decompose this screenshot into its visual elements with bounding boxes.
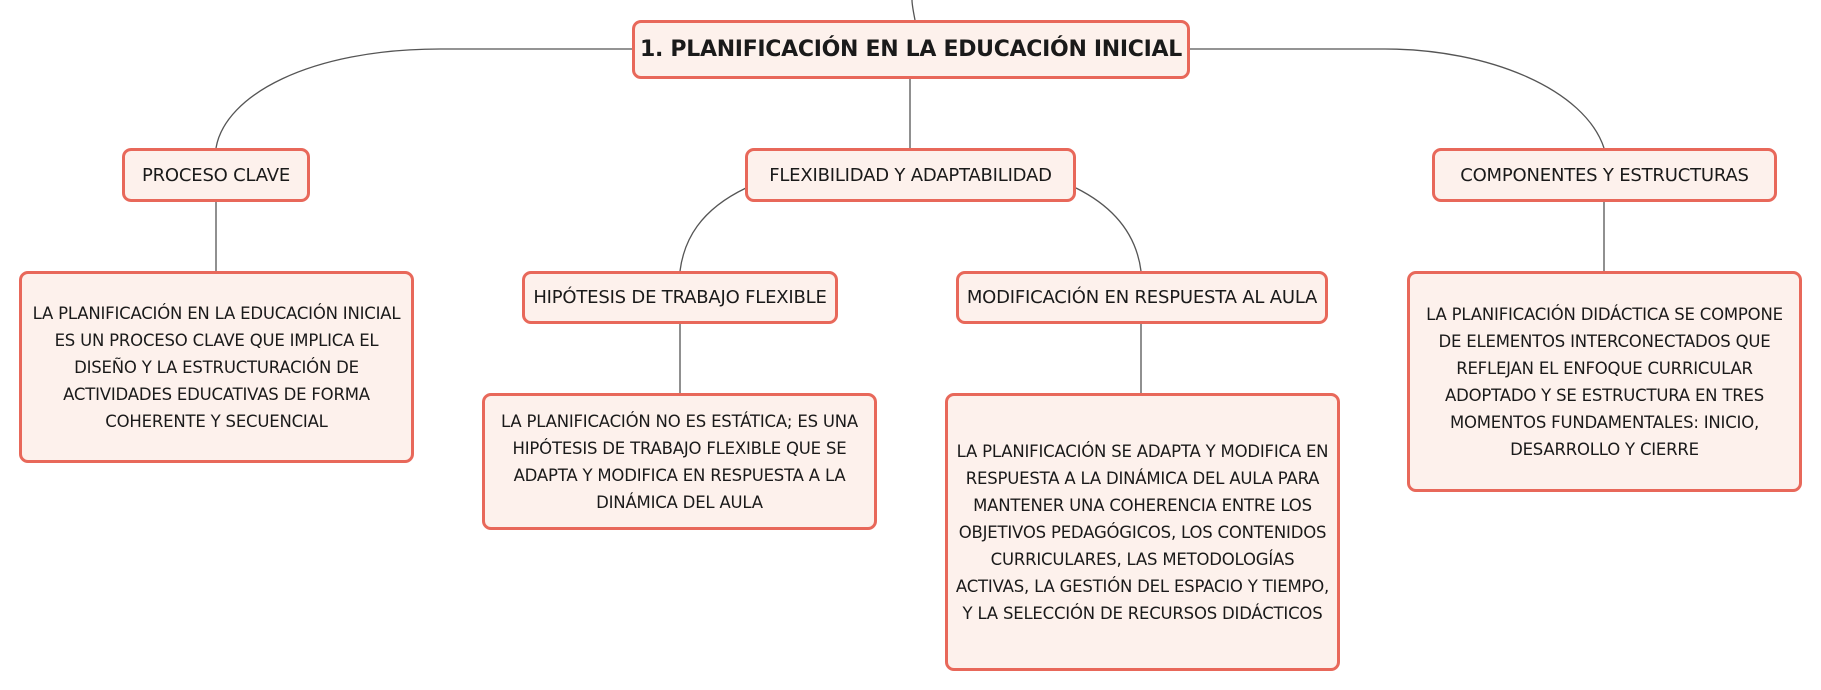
- detail-proceso-clave-text: LA PLANIFICACIÓN EN LA EDUCACIÓN INICIAL ES UN PROCESO CLAVE QUE IMPLICA EL DISEÑO Y LA ESTRUCTURACIÓN DE ACTIVIDADES EDUCATIVAS DE FORMA COHERENTE Y SECUENCIAL: [32, 303, 401, 431]
- topic-flexibilidad-label: FLEXIBILIDAD Y ADAPTABILIDAD: [769, 164, 1052, 186]
- detail-componentes-text: LA PLANIFICACIÓN DIDÁCTICA SE COMPONE DE ELEMENTOS INTERCONECTADOS QUE REFLEJAN EL ENFOQUE CURRICULAR ADOPTADO Y SE ESTRUCTURA EN TRES MOMENTOS FUNDAMENTALES: INICIO, DESARROLLO Y CIERRE: [1426, 304, 1783, 459]
- topic-proceso-clave[interactable]: [122, 148, 310, 202]
- detail-componentes-y-estructuras[interactable]: [1407, 271, 1802, 492]
- detail-proceso-clave[interactable]: [19, 271, 414, 463]
- topic-modificacion-label: MODIFICACIÓN EN RESPUESTA AL AULA: [966, 287, 1318, 308]
- topic-hipotesis-de-trabajo-flexible[interactable]: [522, 271, 838, 324]
- topic-flexibilidad-y-adaptabilidad[interactable]: [745, 148, 1076, 202]
- topic-hipotesis-label: HIPÓTESIS DE TRABAJO FLEXIBLE: [533, 287, 827, 308]
- topic-componentes-label: COMPONENTES Y ESTRUCTURAS: [1460, 164, 1749, 186]
- connector-root-parent: [912, 0, 915, 20]
- topic-componentes-y-estructuras[interactable]: [1432, 148, 1777, 202]
- root-topic-node[interactable]: [632, 20, 1190, 79]
- detail-modificacion-en-respuesta-al-aula[interactable]: [945, 393, 1340, 671]
- connector-root-to-proceso-clave: [216, 49, 632, 148]
- connector-flexibilidad-to-modificacion: [1076, 188, 1141, 271]
- topic-modificacion-en-respuesta-al-aula[interactable]: [956, 271, 1328, 324]
- connector-flexibilidad-to-hipotesis: [680, 188, 746, 271]
- root-topic-label: 1. PLANIFICACIÓN EN LA EDUCACIÓN INICIAL: [640, 37, 1182, 62]
- connector-root-to-componentes: [1190, 49, 1604, 148]
- detail-hipotesis-de-trabajo-flexible[interactable]: [482, 393, 877, 530]
- detail-hipotesis-text: LA PLANIFICACIÓN NO ES ESTÁTICA; ES UNA HIPÓTESIS DE TRABAJO FLEXIBLE QUE SE ADAPTA Y MODIFICA EN RESPUESTA A LA DINÁMICA DEL AULA: [501, 411, 858, 512]
- topic-proceso-clave-label: PROCESO CLAVE: [141, 164, 291, 186]
- detail-modificacion-text: LA PLANIFICACIÓN SE ADAPTA Y MODIFICA EN RESPUESTA A LA DINÁMICA DEL AULA PARA MANTENER UNA COHERENCIA ENTRE LOS OBJETIVOS PEDAGÓGICOS, LOS CONTENIDOS CURRICULARES, LAS METODOLOGÍAS ACTIVAS, LA GESTIÓN DEL ESPACIO Y TIEMPO, Y LA SELECCIÓN DE RECURSOS DIDÁCTICOS: [955, 441, 1330, 623]
